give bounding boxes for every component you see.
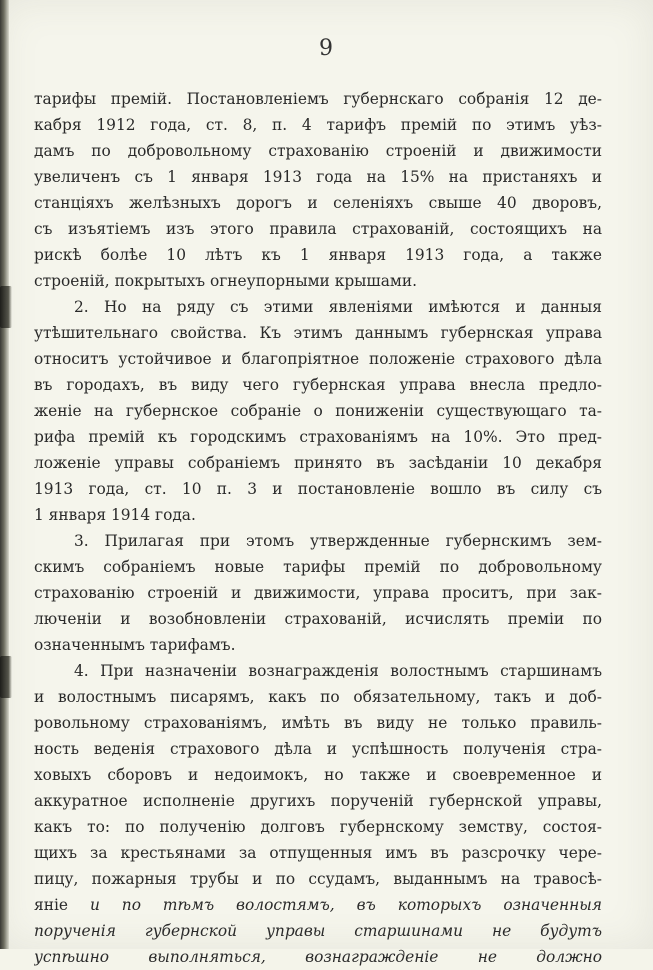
line-text: рифа премій къ городскимъ страхованіямъ на 10%. Это пред- [34,428,602,446]
line-text: въ городахъ, въ виду чего губернская управа внесла предло- [34,376,602,394]
line-text: 1 января 1914 года. [34,506,196,524]
text-line [34,476,602,502]
text-line [34,164,602,190]
line-text: увеличенъ съ 1 января 1913 года на 15% на пристаняхъ и [34,168,602,186]
text-line [34,502,602,528]
line-text: означеннымъ тарифамъ. [34,636,236,654]
text-line [34,840,602,866]
text-line [34,866,602,892]
text-line [34,424,602,450]
page-number: 9 [319,36,334,61]
binding-shadow-mark [0,286,12,328]
line-text: станціяхъ желѣзныхъ дорогъ и селеніяхъ свыше 40 дворовъ, [34,194,602,212]
line-text: 3. Прилагая при этомъ утвержденные губернскимъ зем- [74,532,602,550]
text-line [34,892,602,918]
line-text: щихъ за крестьянами за отпущенныя имъ въ разсрочку чере- [34,844,602,862]
line-text: съ изъятіемъ изъ этого правила страхованій, состоящихъ на [34,220,602,238]
line-text: дамъ по добровольному страхованію строеній и движимости [34,142,602,160]
line-text: яніе [34,896,90,914]
line-italic-text: и по тѣмъ волостямъ, въ которыхъ означенныя [89,896,602,914]
text-line [34,580,602,606]
line-text: относитъ устойчивое и благопріятное положеніе страхового дѣла [34,350,602,368]
text-line [34,606,602,632]
line-text: женіе на губернское собраніе о пониженіи существующаго та- [34,402,602,420]
text-line [34,138,602,164]
line-text: ровольному страхованіямъ, имѣть въ виду не только правиль- [34,714,602,732]
line-text: тарифы премій. Постановленіемъ губернскаго собранія 12 де- [34,90,602,108]
line-text: и волостнымъ писарямъ, какъ по обязательному, такъ и доб- [34,688,602,706]
line-text: страхованію строеній и движимости, управа проситъ, при зак- [34,584,602,602]
text-line [34,268,602,294]
text-line [34,216,602,242]
text-line [34,762,602,788]
text-line [34,632,602,658]
text-line [34,372,602,398]
text-line [34,918,602,944]
line-text: утѣшительнаго свойства. Къ этимъ даннымъ губернская управа [34,324,602,342]
line-italic-text: успѣшно выполняться, вознагражденіе не должно [34,948,602,966]
text-line [34,684,602,710]
text-line [34,944,602,970]
text-line [34,554,602,580]
line-text: скимъ собраніемъ новые тарифы премій по добровольному [34,558,602,576]
binding-shadow-mark [0,656,12,698]
text-line [34,736,602,762]
line-text: люченіи и возобновленіи страхованій, исчислять преміи по [34,610,602,628]
text-line [34,398,602,424]
text-line [34,86,602,112]
text-line [34,320,602,346]
text-line [34,190,602,216]
text-line [34,788,602,814]
text-line [34,346,602,372]
text-line [34,450,602,476]
line-text: 2. Но на ряду съ этими явленіями имѣются и данныя [74,298,602,316]
line-italic-text: порученія губернской управы старшинами не будутъ [34,922,602,940]
line-text: кабря 1912 года, ст. 8, п. 4 тарифъ премій по этимъ уѣз- [34,116,602,134]
text-line [34,814,602,840]
line-text: 1913 года, ст. 10 п. 3 и постановленіе вошло въ силу съ [34,480,602,498]
line-text: 4. При назначеніи вознагражденія волостнымъ старшинамъ [74,662,602,680]
body-text [34,86,602,970]
text-line [34,112,602,138]
text-line [34,528,602,554]
text-line [34,294,602,320]
text-line [34,710,602,736]
line-text: аккуратное исполненіе другихъ порученій губернской управы, [34,792,602,810]
line-text: ность веденія страхового дѣла и успѣшность полученія стра- [34,740,602,758]
line-text: какъ то: по полученію долговъ губернскому земству, состоя- [34,818,602,836]
line-text: ложеніе управы собраніемъ принято въ засѣданіи 10 декабря [34,454,602,472]
line-text: строеній, покрытыхъ огнеупорными крышами. [34,272,418,290]
text-line [34,658,602,684]
line-text: пицу, пожарныя трубы и по ссудамъ, выданнымъ на травосѣ- [34,870,602,888]
line-text: рискѣ болѣе 10 лѣтъ къ 1 января 1913 года, а также [34,246,602,264]
page-binding-edge [0,0,9,949]
line-text: ховыхъ сборовъ и недоимокъ, но также и своевременное и [34,766,602,784]
text-line [34,242,602,268]
